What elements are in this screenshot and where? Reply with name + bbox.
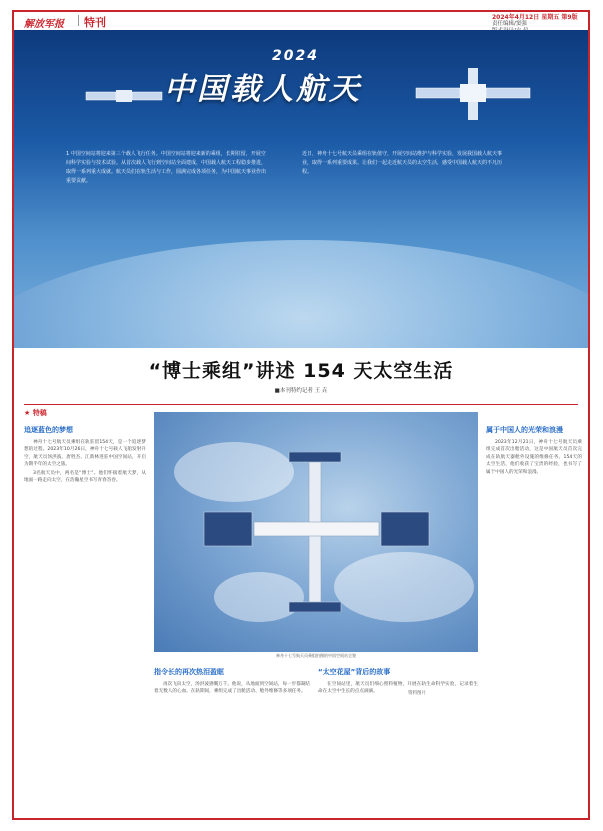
masthead-divider <box>78 15 79 26</box>
issue-date: 2024年4月12日 星期五 第9版 <box>492 14 578 21</box>
space-station-icon <box>194 452 444 612</box>
masthead <box>14 12 588 30</box>
section-divider <box>24 404 578 405</box>
banner-year: 2024 <box>272 48 319 64</box>
column-4-para: 2023年12月21日，神舟十七号航天员乘组完成首次出舱活动，这是中国航天员首次完成在轨航天器舱外设施的维修任务。154天的太空生活，他们收获了宝贵的经验，也书写了属于中国人的光荣和浪漫。 <box>486 440 582 475</box>
column-1 <box>24 420 146 485</box>
column-1-para: 神舟十七号航天员乘组在轨驻留154天，是一个追逐梦想的过程。2023年10月26日，神舟十七号载人飞船发射升空，航天员汤洪波、唐胜杰、江新林进驻中国空间站，开启为期半年的太空之旅。 <box>24 440 146 468</box>
photo-caption: 神舟十七号航天员乘组拍摄的中国空间站全貌 <box>276 653 356 658</box>
column-4-subhead: 属于中国人的光荣和浪漫 <box>486 426 563 434</box>
page-frame <box>12 10 590 820</box>
banner <box>14 30 588 348</box>
banner-text-left: 1 中国空间站将迎来第三个载人飞行任务。中国空间站将迎来新的乘组，长期驻留，开展空间科学实验与技术试验。从首次载人飞行到空间站全面建成，中国载人航天工程稳步推进，取得一系列重大成就。航天员们在轨生活与工作，圆满完成各项任务，为中国航天事业作出重要贡献。 <box>66 151 267 184</box>
column-3 <box>318 662 478 697</box>
column-4 <box>486 420 582 477</box>
column-2 <box>154 662 310 697</box>
newspaper-logo: 解放军报 <box>24 19 64 30</box>
photo-credit: 资料图片 <box>408 691 426 696</box>
column-1-para: 3名航天员中，两名是“博士”。他们怀揣着航天梦，从地面一路走向太空，在浩瀚星空书写青春答卷。 <box>24 470 146 484</box>
column-1-subhead: 追逐蓝色的梦想 <box>24 426 73 434</box>
editor-credit: 责任编辑/窦强 <box>492 21 527 27</box>
byline: ■本刊特约记者 王 垚 <box>274 388 328 394</box>
space-station-photo <box>154 412 478 652</box>
banner-title: 中国载人航天 <box>164 72 362 107</box>
column-3-subhead: “太空花屋”背后的故事 <box>318 668 391 676</box>
column-3-para: 在空间站里，航天员们细心照料植物，开展在轨生命科学实验，记录着生命在太空中生长的点点滴滴。 <box>318 682 478 695</box>
section-label: ★ 特稿 <box>24 409 47 417</box>
banner-text-right: 近日，神舟十七号航天员乘组在轨值守，开展空间站维护与科学实验，发展我国载人航天事业，取得一系列重要成果。让我们一起走近航天员的太空生活，感受中国载人航天的不凡历程。 <box>302 151 503 175</box>
section-name: 特刊 <box>84 16 106 29</box>
column-2-subhead: 指令长的再次热泪盈眶 <box>154 668 224 676</box>
column-2-para: 再次飞向太空，汤洪波感慨万千。他说，从地面到空间站，每一步都凝结着无数人的心血。在轨期间，乘组完成了出舱活动、舱外维修等多项任务。 <box>154 682 311 695</box>
page-headline: “博士乘组”讲述 154 天太空生活 <box>148 360 454 382</box>
section-label-text: 特稿 <box>32 409 47 417</box>
space-station-illustration-left <box>84 78 164 118</box>
space-station-illustration-right <box>414 66 534 126</box>
earth-horizon <box>14 240 588 348</box>
